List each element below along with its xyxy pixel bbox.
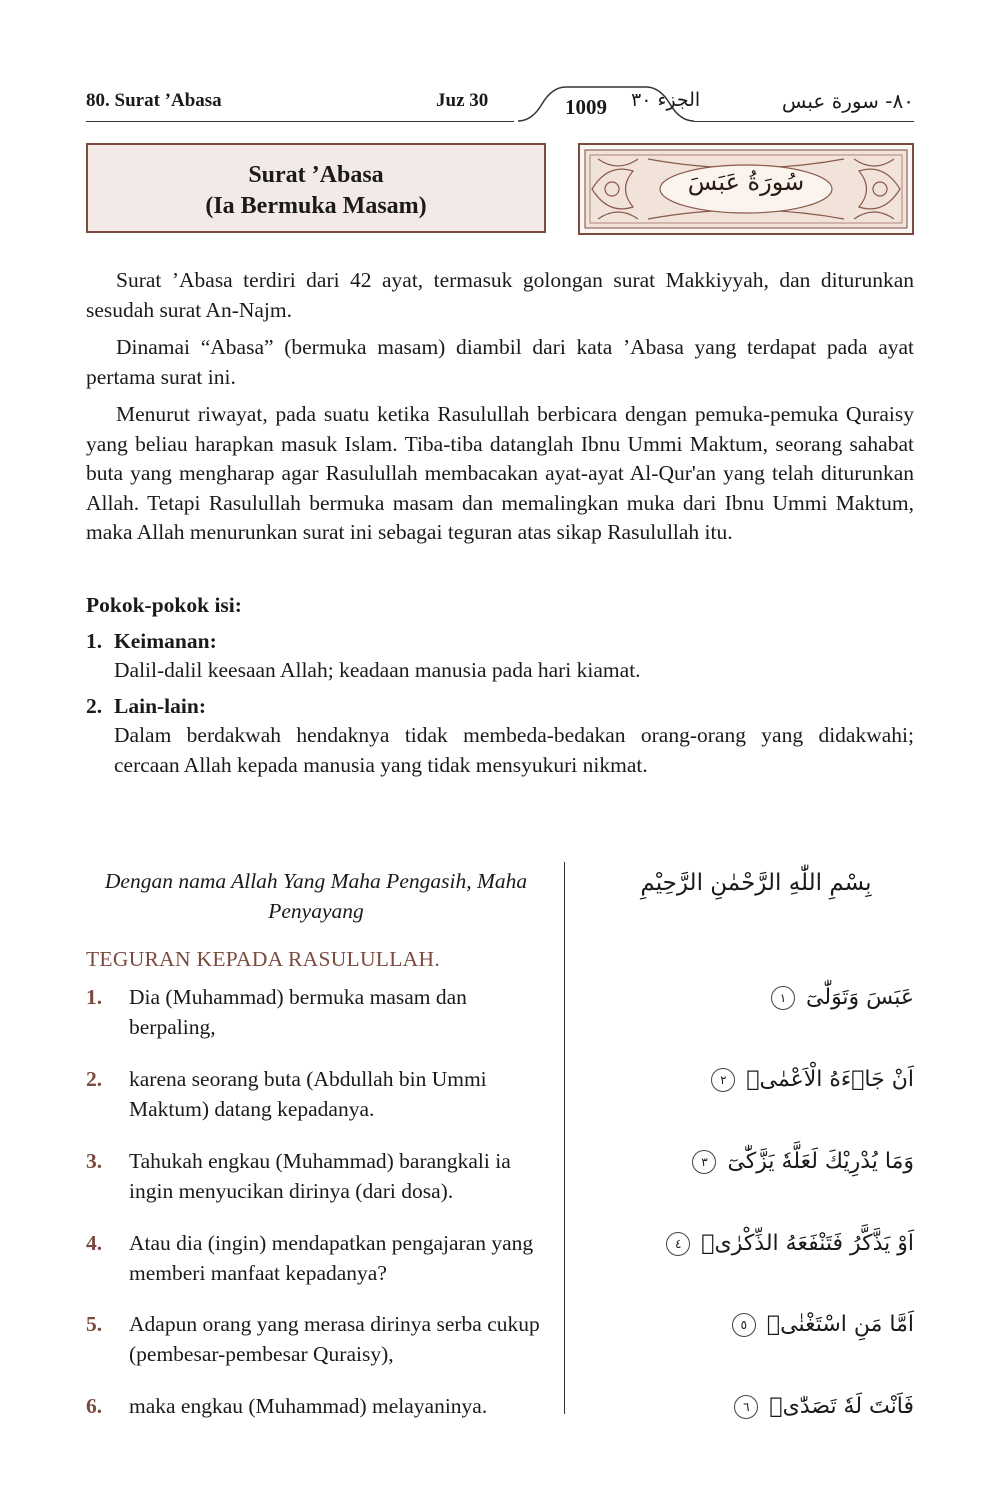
section-title: TEGURAN KEPADA RASULULLAH. (86, 947, 441, 971)
verse-text: maka engkau (Muhammad) melayaninya. (129, 1394, 488, 1418)
verse-end-marker: ٣ (692, 1150, 716, 1174)
surah-ornament-title: سُورَةُ عَبَسَ (687, 168, 805, 196)
verse-number: 4. (86, 1231, 103, 1255)
basmala-arabic: بِسْمِ اللّٰهِ الرَّحْمٰنِ الرَّحِيْمِ (640, 870, 872, 896)
main-point-number: 2. (86, 693, 103, 718)
verse-translation (86, 983, 546, 1042)
main-points-heading: Pokok-pokok isi: (86, 593, 242, 617)
intro-text (86, 266, 914, 556)
page-header (86, 88, 914, 124)
verse-end-marker: ٢ (711, 1068, 735, 1092)
main-point-body: Dalil-dalil keesaan Allah; keadaan manusia pada hari kiamat. (114, 658, 641, 682)
verse-translation (86, 1065, 546, 1124)
verse-text: karena seorang buta (Abdullah bin Ummi Maktum) datang kepadanya. (129, 1067, 487, 1121)
verse-number: 6. (86, 1394, 103, 1418)
verse-arabic (771, 985, 914, 1010)
verse-number: 5. (86, 1312, 103, 1336)
header-arabic-surah: ٨٠- سورة عبس (781, 89, 914, 113)
verse-text: Tahukah engkau (Muhammad) barangkali ia ingin menyucikan dirinya (dari dosa). (129, 1149, 511, 1203)
basmala-translation: Dengan nama Allah Yang Maha Pengasih, Maha Penyayang (104, 869, 528, 923)
intro-paragraph: Surat ’Abasa terdiri dari 42 ayat, termasuk golongan surat Makkiyyah, dan diturunkan sesudah surat An-Najm. (86, 268, 914, 322)
main-point-title (86, 692, 914, 722)
verse-text: Adapun orang yang merasa dirinya serba cukup (pembesar-pembesar Quraisy), (129, 1312, 540, 1366)
verse-text: Atau dia (ingin) mendapatkan pengajaran yang memberi manfaat kepadanya? (129, 1231, 534, 1285)
main-point-body: Dalam berdakwah hendaknya tidak membeda-bedakan orang-orang yang didakwahi; cercaan Allah kepada manusia yang tidak mensyukuri nikmat. (114, 723, 914, 777)
verse-arabic (711, 1067, 914, 1092)
verse-arabic-text: اَوْ يَذَّكَّرُ فَتَنْفَعَهُ الذِّكْرٰىۗ (701, 1231, 914, 1256)
main-point-label: Lain-lain: (114, 693, 206, 718)
verse-arabic (666, 1231, 914, 1256)
verse-arabic-text: عَبَسَ وَتَوَلّٰىٓ (806, 985, 914, 1010)
verse-arabic (732, 1312, 914, 1337)
verse-arabic-text: اَنْ جَاۤءَهُ الْاَعْمٰىۗ (746, 1067, 914, 1092)
verse-translation (86, 1229, 546, 1288)
surah-title: Surat ’Abasa (248, 162, 384, 188)
verse-end-marker: ٥ (732, 1313, 756, 1337)
main-points (86, 591, 914, 786)
verse-number: 1. (86, 985, 103, 1009)
main-point-number: 1. (86, 628, 103, 653)
verse-arabic (692, 1149, 914, 1174)
header-arabic-juz: الجزء ٣٠ (631, 89, 701, 111)
verse-end-marker: ١ (771, 986, 795, 1010)
main-point-label: Keimanan: (114, 628, 217, 653)
verse-end-marker: ٤ (666, 1232, 690, 1256)
header-rule-left (86, 121, 514, 122)
verse-text: Dia (Muhammad) bermuka masam dan berpaling, (129, 985, 467, 1039)
verse-arabic-text: فَاَنْتَ لَهٗ تَصَدّٰىۗ (769, 1394, 914, 1419)
intro-paragraph: Dinamai “Abasa” (bermuka masam) diambil dari kata ’Abasa yang terdapat pada ayat pertama surat ini. (86, 335, 914, 389)
page-number: 1009 (565, 95, 607, 119)
column-divider (564, 862, 565, 1414)
intro-paragraph: Menurut riwayat, pada suatu ketika Rasulullah berbicara dengan pemuka-pemuka Quraisy yang beliau harapkan masuk Islam. Tiba-tiba datanglah Ibnu Ummi Maktum, seorang sahabat buta yang mengharap agar Rasulullah membacakan ayat-ayat Al-Qur'an yang telah diturunkan Allah. Tetapi Rasulullah bermuka masam dan memalingkan muka dari Ibnu Ummi Maktum, maka Allah menurunkan surat ini sebagai teguran atas sikap Rasulullah itu. (86, 402, 914, 544)
verse-arabic-text: وَمَا يُدْرِيْكَ لَعَلَّهٗ يَزَّكّٰىٓ (727, 1149, 914, 1174)
verse-number: 2. (86, 1067, 103, 1091)
verse-number: 3. (86, 1149, 103, 1173)
surah-subtitle: (Ia Bermuka Masam) (205, 193, 427, 219)
verse-end-marker: ٦ (734, 1395, 758, 1419)
main-point-title (86, 627, 914, 657)
header-juz: Juz 30 (436, 90, 489, 111)
surah-title-box (86, 143, 546, 233)
header-surah-name: 80. Surat ’Abasa (86, 90, 222, 111)
verse-translation (86, 1310, 546, 1369)
verse-arabic-text: اَمَّا مَنِ اسْتَغْنٰىۙ (766, 1312, 914, 1337)
verse-arabic (734, 1394, 914, 1419)
header-rule-right (694, 121, 914, 122)
verse-translation (86, 1147, 546, 1206)
verse-translation (86, 1392, 546, 1422)
